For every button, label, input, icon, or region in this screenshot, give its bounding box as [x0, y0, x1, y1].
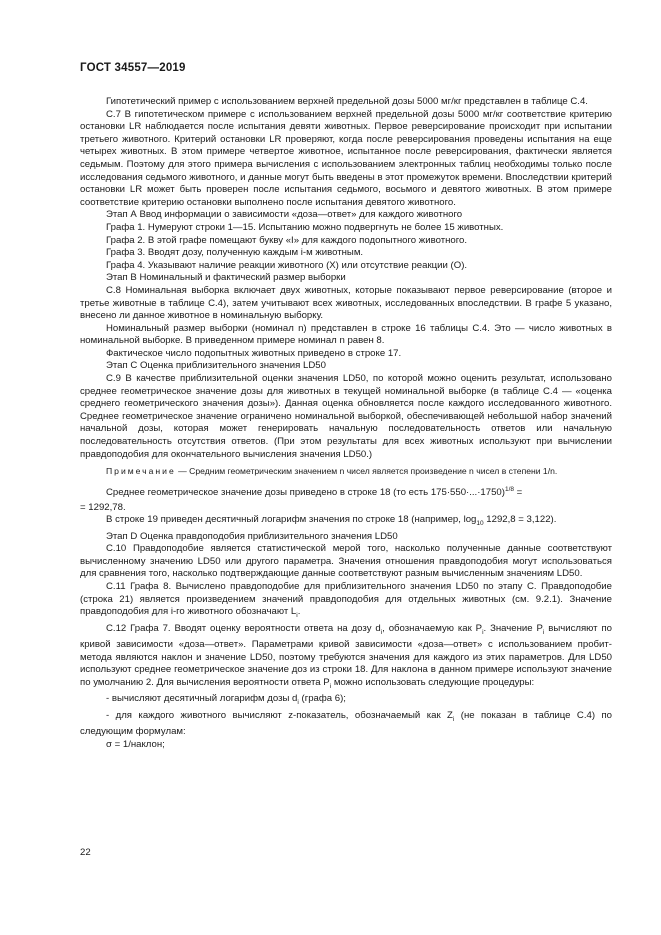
- z-score-sub: i: [452, 715, 455, 723]
- note-text: — Средним геометрическим значением n чисел является произведение n чисел в степени 1/n.: [175, 466, 558, 477]
- document-header: ГОСТ 34557—2019: [80, 62, 186, 74]
- formula-result: = 1292,78.: [80, 501, 126, 513]
- formula-text: Среднее геометрическое значение дозы приведено в строке 18 (то есть 175·550·...·1750): [106, 486, 505, 498]
- paragraph-c8: С.8 Номинальная выборка включает двух животных, которые показывают первое реверсирование (второе и третье животные в таблице С.4), затем учитывают всех животных, исследованных впоследствии. В графе 5 указано, внесено ли данное животное в номинальную выборку.: [80, 284, 612, 322]
- paragraph-table-reference: Гипотетический пример с использованием верхней предельной дозы 5000 мг/кг представлен в таблице С.4.: [106, 96, 588, 107]
- c12-sub-p3: i: [329, 682, 332, 690]
- log-dose-tail: (графа 6);: [298, 693, 346, 705]
- c11-subscript: i: [296, 612, 298, 620]
- paragraph-c12: [80, 623, 612, 694]
- log-result: 1292,8 = 3,122).: [483, 514, 557, 526]
- c12-mid2: . Значение P: [483, 622, 543, 634]
- column-2-description: Графа 2. В этой графе помещают букву «I» для каждого подопытного животного.: [106, 234, 468, 246]
- log-base: 10: [476, 520, 484, 527]
- z-score-text: - для каждого животного вычисляют z-показатель, обозначаемый как Z: [106, 709, 453, 721]
- formula-exponent: 1/8: [504, 485, 515, 493]
- document-body: [80, 90, 612, 752]
- stage-b-heading: Этап В Номинальный и фактический размер выборки: [106, 272, 346, 284]
- c12-tail: вычисляют по кривой зависимости «доза—ответ». Параметрами кривой зависимости «доза—ответ» с использованием пробит-метода являются наклон и значение LD50, поэтому требуются значения для каждого из этих параметров. Для LD50 используют среднее геометрическое значение доз из строки 18. Для наклона в данном примере используют значение по умолчанию 2. Для вычисления вероятности ответа P: [80, 622, 612, 688]
- formula-geometric-mean: [80, 484, 612, 500]
- formula-sigma: σ = 1/наклон;: [106, 739, 165, 751]
- log-text: В строке 19 приведен десятичный логарифм значения по строке 18 (например, log: [106, 514, 477, 526]
- list-item-log-dose: [80, 693, 612, 710]
- log-dose-text: - вычисляют десятичный логарифм дозы d: [106, 693, 298, 705]
- c11-text: С.11 Графа 8. Вычислено правдоподобие для приблизительного значения LD50 по этапу С. Правдоподобие (строка 21) является произведением значений правдоподобия для отдельных животных (см. 9.2.1). Значение правдоподобия для i-го животного обозначают L: [80, 580, 612, 618]
- paragraph-logarithm: [80, 514, 612, 531]
- c12-sub-d: i: [380, 628, 383, 636]
- c12-sub-p1: i: [482, 628, 484, 636]
- note-label: Примечание: [106, 466, 176, 477]
- c11-tail: .: [297, 606, 301, 618]
- list-item-z-score: [80, 710, 612, 739]
- stage-d-heading: Этап D Оценка правдоподобия приблизительного значения LD50: [106, 530, 398, 542]
- log-dose-sub: i: [297, 699, 299, 707]
- c12-end: можно использовать следующие процедуры:: [331, 676, 535, 688]
- c12-mid: , обозначаемую как P: [382, 622, 483, 634]
- z-score-tail: (не показан в таблице С.4) по следующим формулам:: [80, 709, 612, 738]
- paragraph-c7: С.7 В гипотетическом примере с использованием верхней предельной дозы 5000 мг/кг соответствие критерию остановки LR наблюдается после испытания девяти животных. Первое реверсирование происходит при испытании третьего животного. Критерий остановки LR проверяют, когда после реверсирования проведены испытания на еще четырех животных. В этом примере четвертое животное, испытанное после реверсирования, фактически является седьмым. Поэтому для этого примера вычисления с использованием электронных таблиц необходимы только после исследования седьмого животного, и данные могут быть введены в этот промежуток времени. Впоследствии критерий остановки LR может быть проверен после испытания седьмого, восьмого и девятого животных. В этом примере соответствие критерию остановки выполнено после испытания девятого животного.: [80, 108, 612, 208]
- paragraph-actual-count: Фактическое число подопытных животных приведено в строке 17.: [106, 347, 402, 359]
- column-1-description: Графа 1. Нумеруют строки 1—15. Испытанию можно подвергнуть не более 15 животных.: [106, 221, 504, 233]
- column-4-description: Графа 4. Указывают наличие реакции животного (X) или отсутствие реакции (О).: [106, 259, 468, 271]
- column-3-description: Графа 3. Вводят дозу, полученную каждым i-м животным.: [106, 247, 364, 259]
- paragraph-c9: С.9 В качестве приблизительной оценки значения LD50, по которой можно оценить результат, использовано среднее геометрическое значение дозы для животных в текущей номинальной выборке (в таблице С.4 — «оценка среднего геометрического значения дозы»). Данная оценка обновляется после каждого исследованного животного. Среднее геометрическое значение ограничено номинальной выборкой, обеспечивающей небольшой набор значений начальной дозы, которая может генерировать начальную последовательность ответов или начальную последовательность отсутствия ответов. (При этом результаты для всех животных используют при вычислении правдоподобия для окончательного вычисления значения LD50.): [80, 373, 612, 460]
- paragraph-nominal-size: Номинальный размер выборки (номинал n) представлен в строке 16 таблицы С.4. Это — число животных в номинальной выборке. В приведенном примере номинал n равен 8.: [80, 322, 612, 347]
- c12-text: С.12 Графа 7. Вводят оценку вероятности ответа на дозу d: [106, 622, 381, 634]
- page-number: 22: [80, 847, 91, 858]
- formula-equals: =: [514, 486, 523, 498]
- stage-c-heading: Этап С Оценка приблизительного значения LD50: [106, 360, 326, 372]
- paragraph-c10: С.10 Правдоподобие является статистической мерой того, насколько полученные данные соответствуют вычисленному значению LD50 или другого параметра. Значения отношения правдоподобия могут использоваться для сравнения того, насколько подтверждающие данные соответствуют разным вычисленным значениям LD50.: [80, 543, 612, 580]
- c12-sub-p2: i: [542, 628, 545, 636]
- paragraph-c11: [80, 581, 612, 623]
- stage-a-heading: Этап А Ввод информации о зависимости «доза—ответ» для каждого животного: [106, 209, 463, 221]
- note-geometric-mean: [80, 466, 612, 478]
